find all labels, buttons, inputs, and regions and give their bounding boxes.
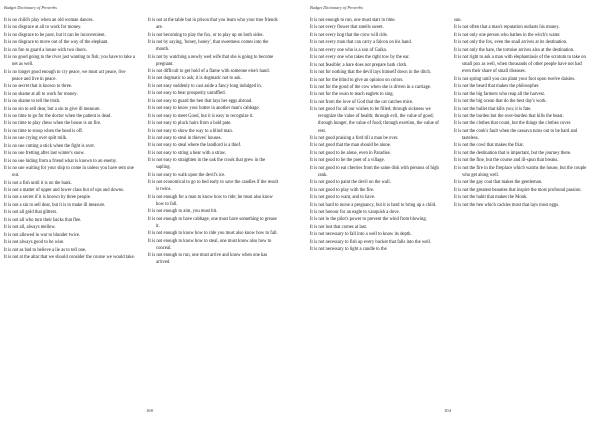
proverb-entry: It is not all who turn their backs that flee. — [4, 217, 82, 223]
proverb-entry: It is not allowed in war to blunder twice. — [4, 232, 81, 238]
proverb-entry: It is not easy to pluck hairs from a bald pate. — [148, 121, 232, 127]
proverb-entry: It is not enough to run, one must arrive and know when one has arrived. — [148, 253, 268, 266]
running-head: Budget Dictionary of Proverbs — [310, 5, 363, 10]
proverb-entry: It is not easy to string a bear with a straw. — [148, 150, 226, 156]
proverb-entry: It is not every one who takes the right tow by the ear. — [310, 55, 410, 61]
proverb-entry: It is not easy to bear prosperity unruffled. — [148, 91, 226, 97]
page-number: 168 — [146, 408, 153, 413]
right-column-2 — [454, 17, 587, 209]
proverb-entry: It is not hard to nurse a pregnancy, but it is hard to bring up a child. — [310, 202, 437, 208]
proverb-entry: It is no time to go for the doctor when the patient is dead. — [4, 114, 112, 119]
proverb-entry: It is not often that a man's reputation outlasts his money. — [454, 25, 560, 31]
proverb-entry: It is not the greatest beauties that inspire the most profound passion. — [454, 187, 582, 193]
proverb-entry: It is not a secret if it is known by three people. — [4, 195, 91, 201]
proverb-entry: It is not easy to straighten in the oak the crook that grew in the sapling. — [148, 158, 266, 171]
proverb-entry: It is not only the hare, the tortoise arrives also at the destination. — [454, 47, 575, 53]
proverb-entry: It is not every man that can carry a falcon on his hand. — [310, 40, 412, 46]
proverb-entry: It is not every one who is a son of Gaika. — [310, 47, 387, 53]
proverb-entry: It is no disgrace to be poor, but it can be inconvenient. — [4, 32, 106, 38]
proverb-entry: It is not easy to steal where the landlord is a thief. — [148, 143, 242, 149]
proverb-entry: It is no sin to sell dear, but a sin to give ill measure. — [4, 106, 101, 112]
proverb-entry: It is not all gold that glitters. — [4, 210, 58, 216]
proverb-entry: It is not easy suddenly to cast aside a fancy long indulged in. — [148, 83, 262, 89]
proverb-entry: It is not the hen which cackles most that lays most eggs. — [454, 202, 560, 208]
proverb-entry: It is not enough to aim, you must hit. — [148, 209, 218, 215]
proverb-entry: It is not the beard that makes the philosopher. — [454, 84, 540, 90]
proverb-entry: It is not the destination that is important, but the journey there. — [454, 150, 572, 156]
proverb-entry: It is not necessary to fish up every bucket that falls into the well. — [310, 239, 432, 245]
proverb-entry: It is not the fire in the fireplace which warms the house, but the couple who get along well. — [454, 165, 587, 178]
proverb-entry: It is not easy to steal in thieves' houses. — [148, 135, 222, 141]
proverb-entry: It is no time to stoop when the head is off. — [4, 128, 83, 134]
proverb-entry: It is not at the table but in prison that you learn who your true friends are. — [148, 18, 278, 31]
proverb-entry: It is no use hiding from a friend what is known to an enemy. — [4, 158, 117, 164]
proverb-entry: It is not as bad to believe a lie as to tell one. — [4, 247, 87, 253]
proverb-entry: It is not only the fox, even the snail arrives at its destination. — [454, 40, 568, 46]
proverb-entry: sun. — [454, 18, 462, 23]
proverb-entry: It is no good going to the river just wanting to fish; you have to take a net as well. — [4, 55, 135, 68]
proverb-entry: It is not the cook's fault when the cassava turns out to be hard and tasteless. — [454, 128, 578, 141]
proverb-entry: It is not the habit that makes the Monk. — [454, 195, 528, 201]
proverb-entry: It is not good to be alone, even in Paradise. — [310, 150, 391, 156]
proverb-entry: It is no use crying over spilt milk. — [4, 136, 68, 142]
proverb-entry: It is not easy to walk upon the devil's ice. — [148, 172, 226, 178]
proverb-entry: It is not enough to have cabbage, one must have something to grease it. — [148, 216, 277, 229]
proverb-entry: It is not in the pilot's power to prevent the wind from blowing. — [310, 217, 427, 223]
proverb-entry: It is no shame to tell the truth. — [4, 99, 61, 105]
proverb-entry: It is no fun to guard a house with two doors. — [4, 47, 87, 53]
proverb-entry: It is not all, always mellow. — [4, 225, 56, 231]
proverb-entry: It is not every flower that smells sweet. — [310, 25, 384, 31]
proverb-entry: It is not lost that comes at last. — [310, 224, 368, 230]
proverb-entry: It is not difficult to get hold of a flame with someone else's hand. — [148, 69, 270, 75]
proverb-entry: It is not from the love of God that the cat catches mice. — [310, 99, 414, 105]
proverb-entry: It is not the bullet that kills you; it is fate. — [454, 106, 532, 112]
left-page — [0, 0, 296, 424]
proverb-entry: It is no longer good enough to cry peace, we must act peace, live peace and live in peace. — [4, 69, 126, 82]
proverb-entry: It is not good for all our wishes to be filled; through sickness we recognize the value of health; through evil, the value of good; through hunger, the value of food; through exertion, the value of rest. — [310, 107, 439, 134]
proverb-entry: It is not for nothing that the devil lays himself down in the ditch. — [310, 70, 432, 76]
proverb-entry: It is not at the altar that we should consider the course we would take. — [4, 254, 135, 260]
page-number: 104 — [444, 408, 451, 413]
proverb-entry: It is not becoming to play the fox, or to play up on both sides. — [148, 32, 264, 38]
proverb-entry: It is no use cutting a stick when the fight is over. — [4, 143, 95, 149]
proverb-entry: It is not easy to guard the hen that lays her eggs abroad. — [148, 98, 253, 104]
proverb-entry: It is not for the swan to teach eaglets to sing. — [310, 92, 394, 98]
proverb-entry: It is not the big ocean that do the best day's work. — [454, 99, 547, 105]
proverb-entry: It is not enough to know how to ride you must also know how to fall. — [148, 231, 278, 237]
proverb-entry: It is not the cowl that makes the friar. — [454, 143, 524, 149]
left-column-1 — [4, 17, 137, 261]
proverb-entry: It is not good to paint the devil on the wall. — [310, 180, 391, 186]
right-page — [302, 0, 598, 424]
proverb-entry: It is not easy to meet Good, but it is easy to recognize it. — [148, 113, 254, 119]
running-head: Budget Dictionary of Proverbs — [4, 5, 57, 10]
proverb-entry: It is not good to want, and to have. — [310, 195, 376, 201]
proverb-entry: It is not enough to know how to steal, one must know also how to conceal. — [148, 238, 272, 251]
proverb-entry: It is not for the good of the cow when she is driven in a carriage. — [310, 84, 432, 90]
proverb-entry: It is not the clothes that count, but the things the clothes cover. — [454, 121, 572, 127]
right-column-1 — [310, 17, 443, 254]
proverb-entry: It is not the big farmers who reap all the harvest. — [454, 91, 545, 97]
proverb-entry: It is not the burden but the over-burden that kills the beast. — [454, 114, 564, 119]
left-column-2 — [148, 17, 281, 267]
proverb-entry: It is not enough to run, one must start in time. — [310, 18, 396, 23]
proverb-entry: It is not economical to go to bed early to save the candles if the result is twins. — [148, 180, 279, 193]
proverb-entry: It is no child's play when an old woman dances. — [4, 18, 94, 23]
proverb-entry: It is not every hog that the crow will ride. — [310, 32, 388, 38]
proverb-entry: It is no shame at all to work for money. — [4, 91, 78, 97]
proverb-entry: It is no time to play chess when the house is on fire. — [4, 121, 102, 127]
proverb-entry: It is not the gay coat that makes the gentleman. — [454, 180, 543, 186]
proverb-entry: It is not dogmatic to ask; it is dogmatic not to ask. — [148, 76, 242, 82]
proverb-entry: It is not a sin to sell dear, but it is to make ill measure. — [4, 202, 106, 208]
proverb-entry: It is not the fine, but the course and ill-spun that breaks. — [454, 158, 559, 164]
proverb-entry: It is not enough for a man to know how to ride; he must also know how to fall. — [148, 194, 273, 207]
proverb-entry: It is not by watching a newly wed wife that she is going to become pregnant. — [148, 54, 274, 67]
proverb-entry: It is no disgrace to move out of the way of the elephant. — [4, 40, 109, 46]
proverb-entry: It is no use fretting after last winter's snow. — [4, 151, 85, 157]
proverb-entry: It is not always good to be wise. — [4, 240, 65, 246]
proverb-entry: It is not good praising a ford till a man be over. — [310, 135, 399, 141]
proverb-entry: It is not good that the man should be alone. — [310, 143, 391, 149]
proverb-entry: It is not feasible; a hare does not prepare bark cloth. — [310, 62, 408, 68]
proverb-entry: It is no use waiting for your ship to come in unless you have sent one out. — [4, 166, 134, 179]
proverb-entry: It is no secret that is known to three. — [4, 84, 73, 90]
proverb-entry: It is no disgrace at all to work for money. — [4, 25, 82, 31]
proverb-entry: It is not right to ask a man with elephantiasis of the scrotum to take on small pox as well, when thousands of other people have not had even their share of small diseases. — [454, 55, 586, 75]
proverb-entry: It is not good to be the poet of a village. — [310, 158, 385, 164]
proverb-entry: It is not necessary to light a candle to the — [310, 247, 387, 253]
proverb-entry: It is not good to play with the fire. — [310, 187, 375, 193]
proverb-entry: It is not a fish until it is on the bank. — [4, 180, 72, 186]
proverb-entry: It is not honour for an eagle to vanquish a dove. — [310, 210, 400, 215]
proverb-entry: It is not good to eat cherries from the same dish with persons of high rank. — [310, 165, 439, 178]
proverb-entry: It is not only one person who bathes in the witch's water. — [454, 32, 561, 38]
proverb-entry: It is not by saying, 'honey, honey', that sweetness comes into the mouth. — [148, 39, 269, 53]
proverb-entry: It is not spring until you can plant your foot upon twelve daisies. — [454, 76, 576, 82]
proverb-entry: It is not a matter of upper and lower class but of ups and downs. — [4, 188, 125, 194]
proverb-entry: It is not for the blind to give an opinion on colors. — [310, 77, 404, 83]
proverb-entry: It is not necessary to fall into a well to know its depth. — [310, 232, 412, 238]
proverb-entry: It is not easy to show the way to a blind man. — [148, 128, 233, 134]
proverb-entry: It is not easy to know your butter in another man's cabbage. — [148, 106, 260, 112]
